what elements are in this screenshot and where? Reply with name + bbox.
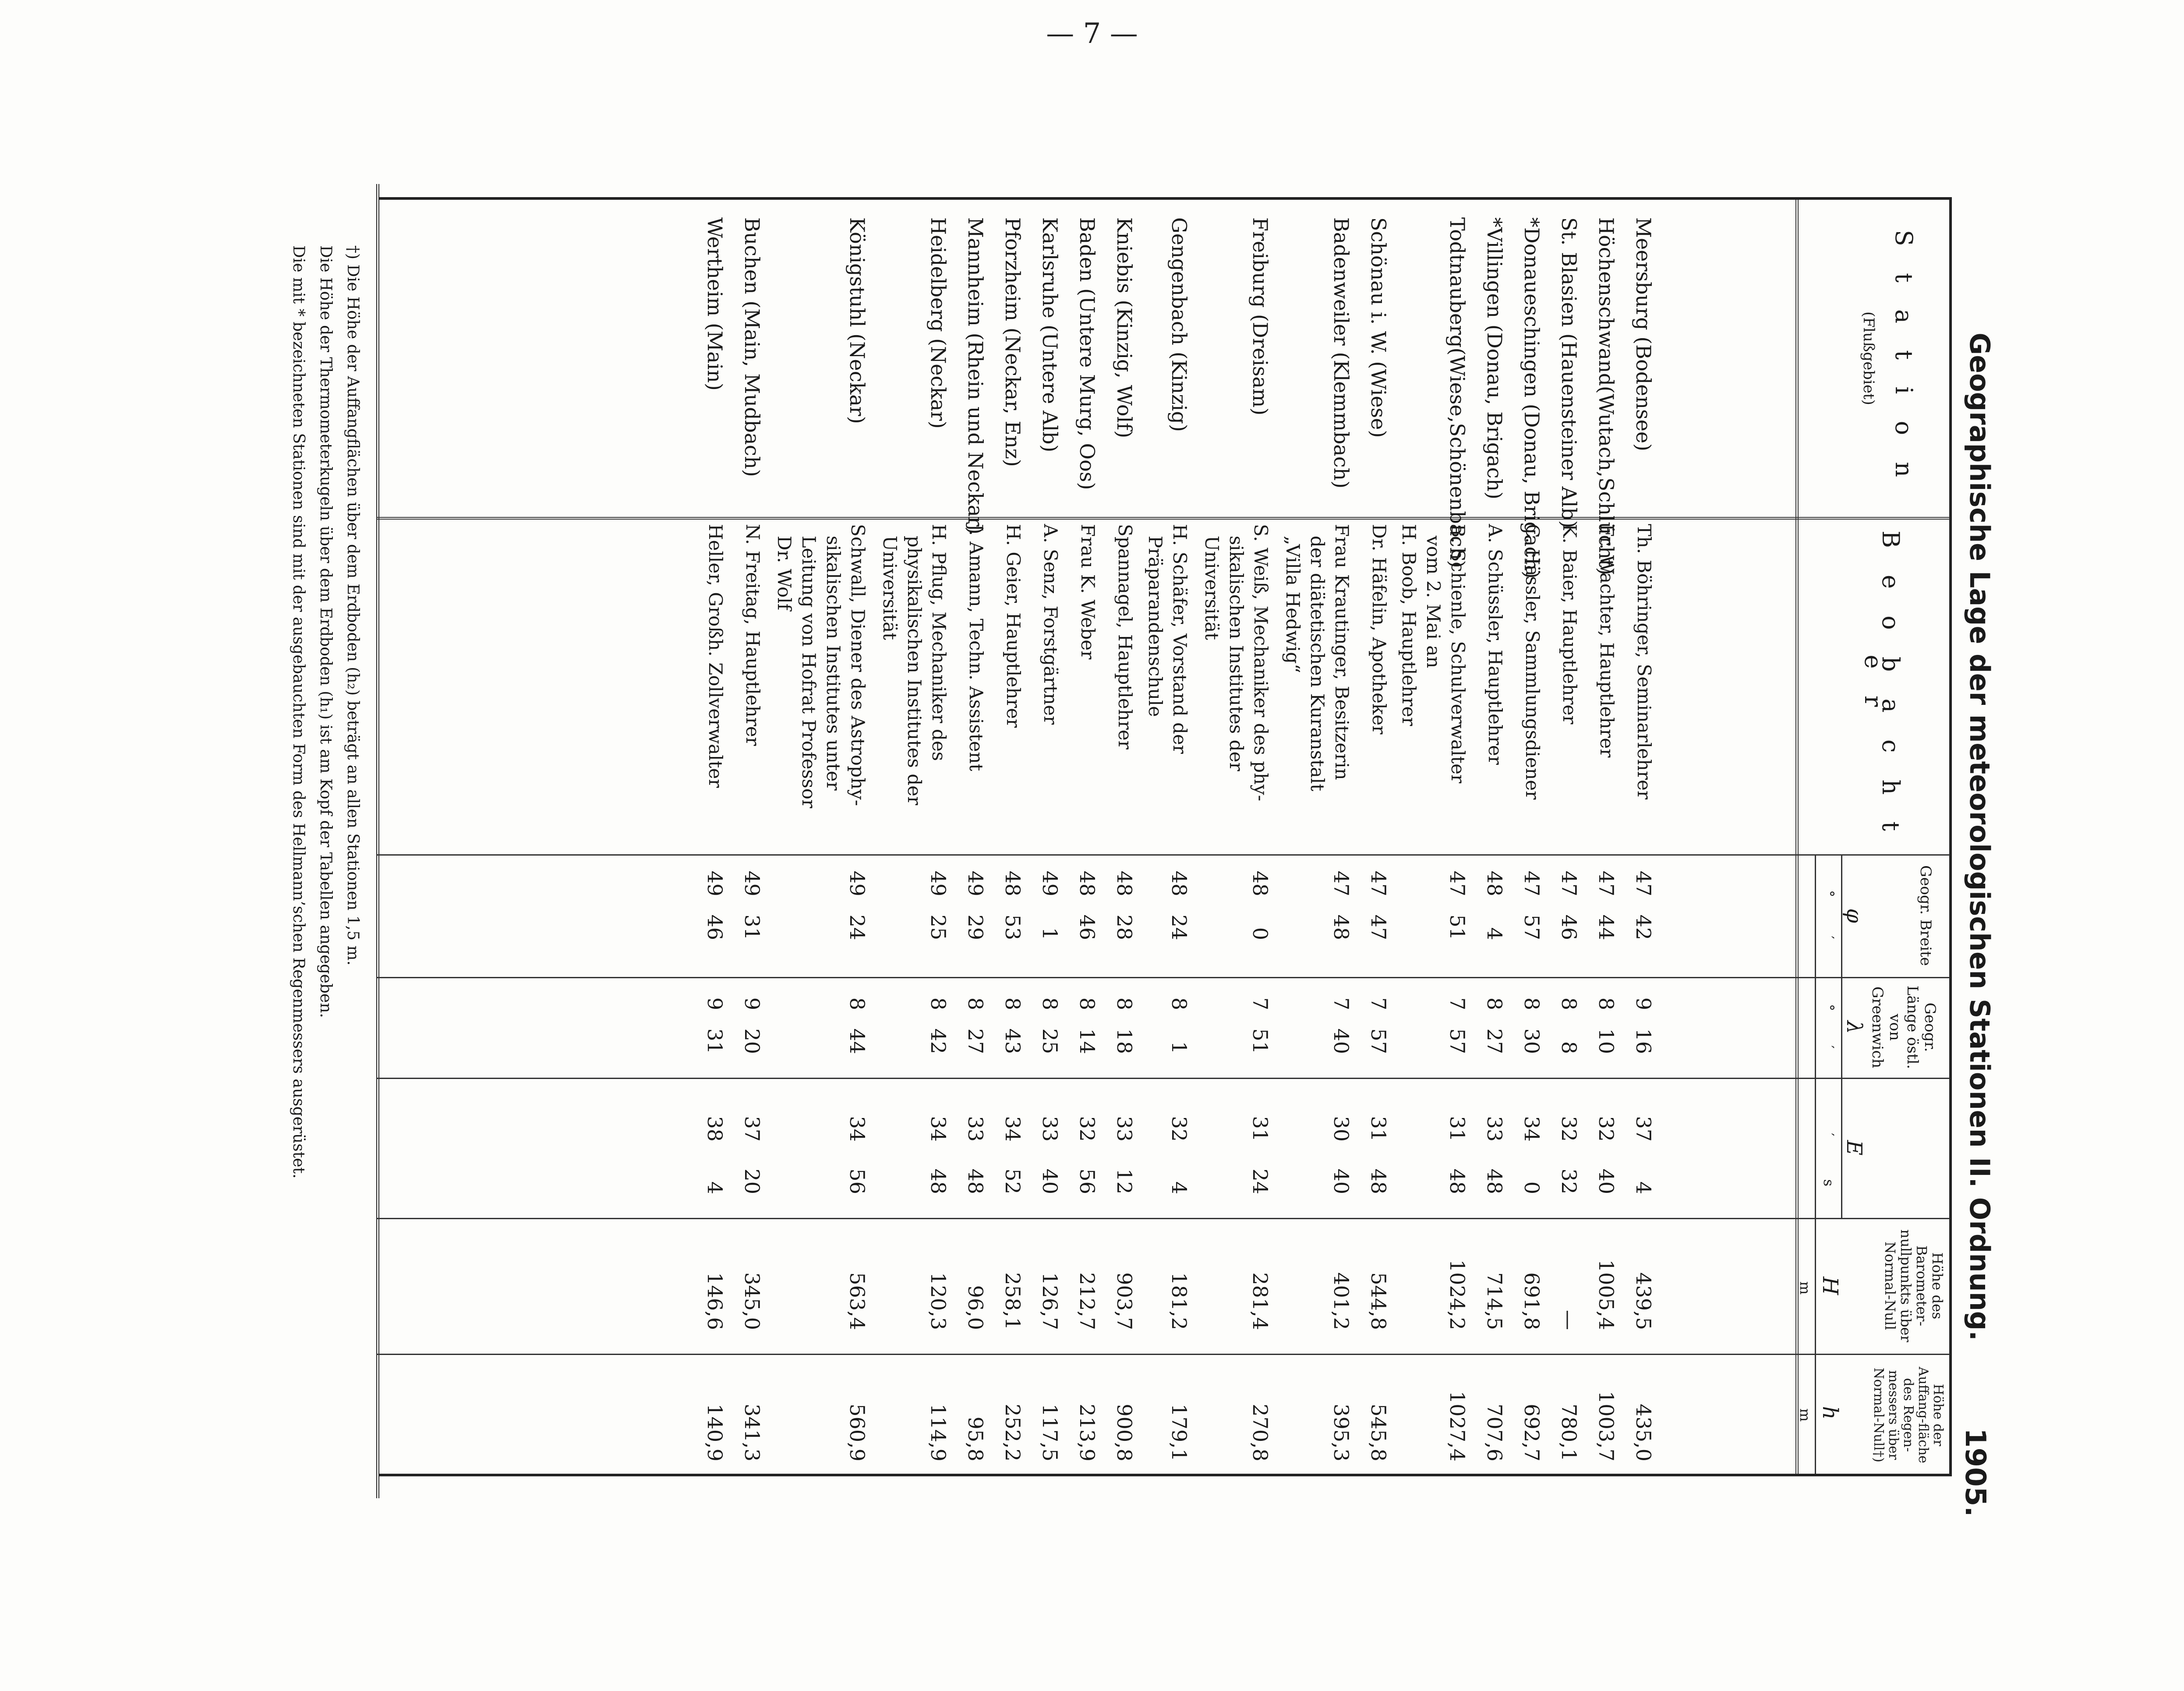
gauge-height: 692,7 — [1520, 1404, 1544, 1461]
barometer-height: 345,0 — [740, 1272, 764, 1330]
barometer-height: 1005,4 — [1594, 1259, 1618, 1330]
longitude-time-seconds: 40 — [1594, 1168, 1618, 1194]
station-header: S t a t i o n — [1890, 230, 1918, 487]
station-name: *Donaueschingen (Donau, Brigach) — [1520, 217, 1544, 579]
longitude-minutes: 42 — [926, 1028, 950, 1054]
barometer-height: 903,7 — [1113, 1272, 1136, 1330]
longitude-time-seconds: 52 — [1001, 1168, 1025, 1194]
observer-name: Dr. Häfelin, Apotheker — [1368, 524, 1390, 735]
latitude-minutes: 29 — [964, 914, 987, 940]
barometer-header: Höhe des Barometer-nullpunkts über Normal-Null — [1882, 1229, 1946, 1342]
longitude-time-minutes: 33 — [1038, 1116, 1062, 1142]
longitude-degrees: 8 — [1038, 997, 1062, 1010]
latitude-degrees: 49 — [703, 870, 727, 896]
longitude-time-seconds: 0 — [1520, 1181, 1544, 1194]
longitude-time-minutes: 33 — [964, 1116, 987, 1142]
gauge-height: 780,1 — [1557, 1404, 1581, 1461]
latitude-minutes: 24 — [1167, 914, 1191, 940]
gauge-height: 252,2 — [1001, 1404, 1025, 1461]
longitude-degrees: 8 — [1113, 997, 1136, 1010]
latitude-minutes: 28 — [1113, 914, 1136, 940]
longitude-degrees: 8 — [1483, 997, 1506, 1010]
longitude-degrees: 7 — [1248, 997, 1272, 1010]
barometer-height: 126,7 — [1038, 1272, 1062, 1330]
latitude-degrees: 48 — [1075, 870, 1099, 896]
footnote-hellmann: Die mit * bezeichneten Stationen sind mit der ausgebauchten Form des Hellmann’schen Regenmessers ausgerüstet. — [290, 245, 307, 1179]
gauge-height: 1027,4 — [1445, 1391, 1469, 1461]
longitude-time-minutes: 34 — [926, 1116, 950, 1142]
longitude-time-seconds: 48 — [1367, 1168, 1390, 1194]
longitude-time-minutes: 32 — [1167, 1116, 1191, 1142]
longitude-time-seconds: 12 — [1113, 1168, 1136, 1194]
latitude-degrees: 47 — [1632, 870, 1655, 896]
longitude-time-minutes: 33 — [1483, 1116, 1506, 1142]
longitude-header: Geogr. Länge östl. von Greenwich — [1869, 985, 1939, 1069]
h-lower-symbol: h — [1818, 1406, 1842, 1420]
latitude-degrees: 48 — [1248, 870, 1272, 896]
latitude-minutes: 44 — [1594, 914, 1618, 940]
latitude-degrees: 48 — [1001, 870, 1025, 896]
longitude-minutes: 43 — [1001, 1028, 1025, 1054]
latitude-degrees: 47 — [1594, 870, 1618, 896]
column-divider-longitude-time — [377, 1218, 1950, 1219]
footnote-thermometer: Die Höhe der Thermometerkugeln über dem Erdboden (h₁) ist am Kopf der Tabellen angegeben. — [317, 245, 335, 1018]
longitude-degrees: 8 — [1594, 997, 1618, 1010]
longitude-time-minutes: 34 — [845, 1116, 869, 1142]
barometer-height: 181,2 — [1167, 1272, 1191, 1330]
longitude-degrees: 9 — [1632, 997, 1655, 1010]
longitude-degrees: 8 — [1520, 997, 1544, 1010]
observer-name: H. Schäfer, Vorstand der Präparandenschule — [1145, 524, 1191, 754]
gauge-height: 900,8 — [1113, 1404, 1136, 1461]
latitude-degrees: 47 — [1445, 870, 1469, 896]
longitude-time-seconds: 40 — [1329, 1168, 1353, 1194]
longitude-minutes: 31 — [703, 1028, 727, 1054]
station-name: Wertheim (Main) — [703, 217, 727, 391]
observer-name: Frau K. Weber — [1077, 524, 1099, 660]
longitude-degrees: 7 — [1329, 997, 1353, 1010]
barometer-height: 563,4 — [845, 1272, 869, 1330]
longitude-time-seconds: 20 — [740, 1168, 764, 1194]
barometer-height: 691,8 — [1520, 1272, 1544, 1330]
longitude-time-minutes: 38 — [703, 1116, 727, 1142]
observer-name: Frau Krautinger, Besitzerin der diätetischen Kuranstalt „Villa Hedwig“ — [1282, 524, 1353, 792]
observer-name: A. Senz, Forstgärtner — [1040, 524, 1061, 725]
barometer-height: 281,4 — [1248, 1272, 1272, 1330]
year-label: 1905. — [1959, 1428, 1991, 1517]
barometer-height: 714,5 — [1483, 1272, 1506, 1330]
gauge-height: 341,3 — [740, 1404, 764, 1461]
observer-header: B e o b a c h t e r — [1859, 531, 1905, 841]
lon-deg-unit: ° — [1820, 1004, 1837, 1011]
longitude-minutes: 27 — [964, 1028, 987, 1054]
longitude-degrees: 8 — [926, 997, 950, 1010]
gauge-height: 117,5 — [1038, 1404, 1062, 1461]
longitude-time-seconds: 48 — [926, 1168, 950, 1194]
page-number: — 7 — — [1046, 18, 1138, 50]
gauge-header-text: Höhe der Auffang-fläche des Regen-messers über Normal-Null†) — [1871, 1366, 1946, 1464]
e-min-unit: ′ — [1820, 1133, 1837, 1136]
station-name: Todtnauberg(Wiese,Schönenbach) — [1445, 217, 1469, 568]
barometer-height: 1024,2 — [1445, 1259, 1469, 1330]
longitude-time-seconds: 40 — [1038, 1168, 1062, 1194]
longitude-time-minutes: 34 — [1001, 1116, 1025, 1142]
barometer-height: 146,6 — [703, 1272, 727, 1330]
station-name: Baden (Untere Murg, Oos) — [1075, 217, 1099, 490]
longitude-time-seconds: 32 — [1557, 1168, 1581, 1194]
longitude-time-minutes: 34 — [1520, 1116, 1544, 1142]
latitude-degrees: 49 — [1038, 870, 1062, 896]
observer-name: C. Hässler, Sammlungsdiener — [1522, 524, 1543, 800]
latitude-degrees: 49 — [964, 870, 987, 896]
latitude-minutes: 51 — [1445, 914, 1469, 940]
column-divider-longitude — [377, 1078, 1950, 1079]
latitude-minutes: 42 — [1632, 914, 1655, 940]
latitude-degrees: 48 — [1483, 870, 1506, 896]
longitude-minutes: 20 — [740, 1028, 764, 1054]
longitude-degrees: 8 — [1557, 997, 1581, 1010]
longitude-degrees: 8 — [1167, 997, 1191, 1010]
longitude-minutes: 8 — [1557, 1041, 1581, 1054]
header-unit-rule — [1815, 854, 1816, 1474]
longitude-minutes: 18 — [1113, 1028, 1136, 1054]
longitude-minutes: 30 — [1520, 1028, 1544, 1054]
latitude-minutes: 48 — [1329, 914, 1353, 940]
station-name: Meersburg (Bodensee) — [1632, 217, 1655, 452]
observer-name: Fr. Wachter, Hauptlehrer — [1596, 524, 1618, 758]
column-divider-station — [377, 517, 1950, 520]
barometer-height: 258,1 — [1001, 1272, 1025, 1330]
station-name: Karlsruhe (Untere Alb) — [1038, 217, 1062, 453]
station-name: Königstuhl (Neckar) — [845, 217, 869, 424]
longitude-time-minutes: 32 — [1075, 1116, 1099, 1142]
latitude-minutes: 24 — [845, 914, 869, 940]
station-name: Heidelberg (Neckar) — [926, 217, 950, 429]
longitude-degrees: 7 — [1445, 997, 1469, 1010]
gauge-height: 95,8 — [964, 1416, 987, 1461]
longitude-time-seconds: 4 — [703, 1181, 727, 1194]
longitude-minutes: 10 — [1594, 1028, 1618, 1054]
gauge-height: 270,8 — [1248, 1404, 1272, 1461]
barometer-height: 439,5 — [1632, 1272, 1655, 1330]
longitude-degrees: 9 — [703, 997, 727, 1010]
latitude-minutes: 46 — [703, 914, 727, 940]
latitude-degrees: 49 — [740, 870, 764, 896]
station-name: Badenweiler (Klemmbach) — [1329, 217, 1353, 489]
latitude-minutes: 4 — [1483, 927, 1506, 940]
station-name: Gengenbach (Kinzig) — [1167, 217, 1191, 432]
station-name: *Villingen (Donau, Brigach) — [1483, 217, 1506, 499]
gauge-height: 435,0 — [1632, 1404, 1655, 1461]
table-bottom-rule — [376, 184, 379, 1498]
observer-name: H. Geier, Hauptlehrer — [1003, 524, 1024, 728]
longitude-degrees: 8 — [964, 997, 987, 1010]
longitude-minutes: 57 — [1445, 1028, 1469, 1054]
barometer-height: 212,7 — [1075, 1272, 1099, 1330]
latitude-degrees: 47 — [1329, 870, 1353, 896]
station-name: Freiburg (Dreisam) — [1248, 217, 1272, 416]
footnotes — [285, 245, 366, 1516]
longitude-time-minutes: 31 — [1367, 1116, 1390, 1142]
barometer-height: 401,2 — [1329, 1272, 1353, 1330]
longitude-degrees: 8 — [845, 997, 869, 1010]
observer-name: Spannagel, Hauptlehrer — [1114, 524, 1136, 750]
gauge-height: 1003,7 — [1594, 1391, 1618, 1461]
gauge-height: 114,9 — [926, 1404, 950, 1461]
longitude-time-seconds: 56 — [845, 1168, 869, 1194]
column-divider-latitude — [377, 977, 1950, 978]
latitude-degrees: 48 — [1167, 870, 1191, 896]
observer-name: S. Weiß, Mechaniker des phy- sikalischen Institutes der Universität — [1201, 524, 1272, 801]
longitude-minutes: 57 — [1367, 1028, 1390, 1054]
observer-name: Schwall, Diener des Astrophy- sikalischen Institutes unter Leitung von Hofrat Professor Dr. Wolf — [774, 524, 869, 808]
station-name: Pforzheim (Neckar, Enz) — [1001, 217, 1025, 467]
longitude-time-minutes: 30 — [1329, 1116, 1353, 1142]
lon-min-unit: ′ — [1820, 1045, 1837, 1049]
longitude-minutes: 40 — [1329, 1028, 1353, 1054]
longitude-time-minutes: 31 — [1445, 1116, 1469, 1142]
latitude-minutes: 25 — [926, 914, 950, 940]
longitude-degrees: 9 — [740, 997, 764, 1010]
longitude-time-minutes: 37 — [1632, 1116, 1655, 1142]
longitude-minutes: 27 — [1483, 1028, 1506, 1054]
longitude-time-minutes: 32 — [1557, 1116, 1581, 1142]
observer-name: N. Freitag, Hauptlehrer — [742, 524, 763, 746]
station-subheader: (Flußgebiet) — [1860, 311, 1877, 405]
h-upper-symbol: H — [1818, 1277, 1842, 1295]
longitude-time-minutes: 32 — [1594, 1116, 1618, 1142]
longitude-time-seconds: 4 — [1632, 1181, 1655, 1194]
longitude-time-seconds: 4 — [1167, 1181, 1191, 1194]
latitude-degrees: 47 — [1367, 870, 1390, 896]
longitude-degrees: 8 — [1001, 997, 1025, 1010]
longitude-minutes: 16 — [1632, 1028, 1655, 1054]
observer-name: H. Pflug, Mechaniker des physikalischen Institutes der Universität — [879, 524, 950, 805]
gauge-height: 395,3 — [1329, 1404, 1353, 1461]
e-sec-unit: s — [1820, 1179, 1837, 1187]
gauge-height: 140,9 — [703, 1404, 727, 1461]
gauge-height: 213,9 — [1075, 1404, 1099, 1461]
latitude-minutes: 47 — [1367, 914, 1390, 940]
latitude-minutes: 1 — [1038, 927, 1062, 940]
phi-symbol: φ — [1842, 908, 1866, 923]
latitude-minutes: 46 — [1075, 914, 1099, 940]
gauge-height: 560,9 — [845, 1404, 869, 1461]
lat-deg-unit: ° — [1820, 890, 1837, 897]
station-name: Kniebis (Kinzig, Wolf) — [1113, 217, 1136, 439]
latitude-degrees: 47 — [1557, 870, 1581, 896]
latitude-minutes: 31 — [740, 914, 764, 940]
barometer-unit: m — [1797, 1281, 1813, 1295]
station-name: Höchenschwand(Wutach,Schlücht) — [1594, 217, 1618, 575]
station-name: Schönau i. W. (Wiese) — [1367, 217, 1390, 438]
latitude-minutes: 46 — [1557, 914, 1581, 940]
longitude-minutes: 1 — [1167, 1041, 1191, 1054]
observer-name: K. Baier, Hauptlehrer — [1559, 524, 1580, 725]
longitude-time-minutes: 31 — [1248, 1116, 1272, 1142]
gauge-unit: m — [1797, 1408, 1813, 1422]
column-divider-barometer — [377, 1354, 1950, 1355]
longitude-time-seconds: 48 — [1483, 1168, 1506, 1194]
barometer-height: 96,0 — [964, 1285, 987, 1330]
lat-min-unit: ′ — [1820, 936, 1837, 939]
station-name: Buchen (Main, Mudbach) — [740, 217, 764, 477]
latitude-degrees: 49 — [845, 870, 869, 896]
footnote-auffang: †) Die Höhe der Auffangflächen über dem Erdboden (h₂) beträgt an allen Stationen 1,5 m. — [344, 245, 362, 966]
latitude-degrees: 48 — [1113, 870, 1136, 896]
longitude-minutes: 51 — [1248, 1028, 1272, 1054]
observer-name: Heller, Großh. Zollverwalter — [705, 524, 726, 788]
longitude-time-seconds: 24 — [1248, 1168, 1272, 1194]
e-symbol: E — [1842, 1140, 1866, 1156]
longitude-minutes: 44 — [845, 1028, 869, 1054]
observer-name: B. Schienle, Schulverwalter vom 2. Mai an H. Boob, Hauptlehrer — [1398, 524, 1469, 783]
gauge-height: 179,1 — [1167, 1404, 1191, 1461]
barometer-height: 120,3 — [926, 1272, 950, 1330]
station-name: Mannheim (Rhein und Neckar) — [964, 217, 987, 534]
longitude-time-seconds: 48 — [1445, 1168, 1469, 1194]
observer-name: A. Schüssler, Hauptlehrer — [1484, 524, 1506, 765]
barometer-height: 544,8 — [1367, 1272, 1390, 1330]
longitude-degrees: 7 — [1367, 997, 1390, 1010]
observer-name: Th. Böhringer, Seminarlehrer — [1633, 524, 1655, 800]
longitude-degrees: 8 — [1075, 997, 1099, 1010]
longitude-time-minutes: 33 — [1113, 1116, 1136, 1142]
observer-name: J. Amann, Techn. Assistent — [965, 524, 987, 771]
latitude-minutes: 53 — [1001, 914, 1025, 940]
latitude-header: Geogr. Breite — [1917, 865, 1934, 966]
latitude-degrees: 47 — [1520, 870, 1544, 896]
page-title: Geographische Lage der meteorologischen Stationen II. Ordnung. — [1964, 333, 1996, 1341]
longitude-minutes: 25 — [1038, 1028, 1062, 1054]
latitude-degrees: 49 — [926, 870, 950, 896]
longitude-time-seconds: 48 — [964, 1168, 987, 1194]
station-name: St. Blasien (Hauensteiner Alb) — [1557, 217, 1581, 528]
latitude-minutes: 57 — [1520, 914, 1544, 940]
longitude-minutes: 14 — [1075, 1028, 1099, 1054]
barometer-height: — — [1557, 1310, 1581, 1330]
lambda-symbol: λ — [1842, 1020, 1866, 1034]
latitude-minutes: 0 — [1248, 927, 1272, 940]
gauge-height: 545,8 — [1367, 1404, 1390, 1461]
longitude-time-minutes: 37 — [740, 1116, 764, 1142]
longitude-time-seconds: 56 — [1075, 1168, 1099, 1194]
gauge-height: 707,6 — [1483, 1404, 1506, 1461]
